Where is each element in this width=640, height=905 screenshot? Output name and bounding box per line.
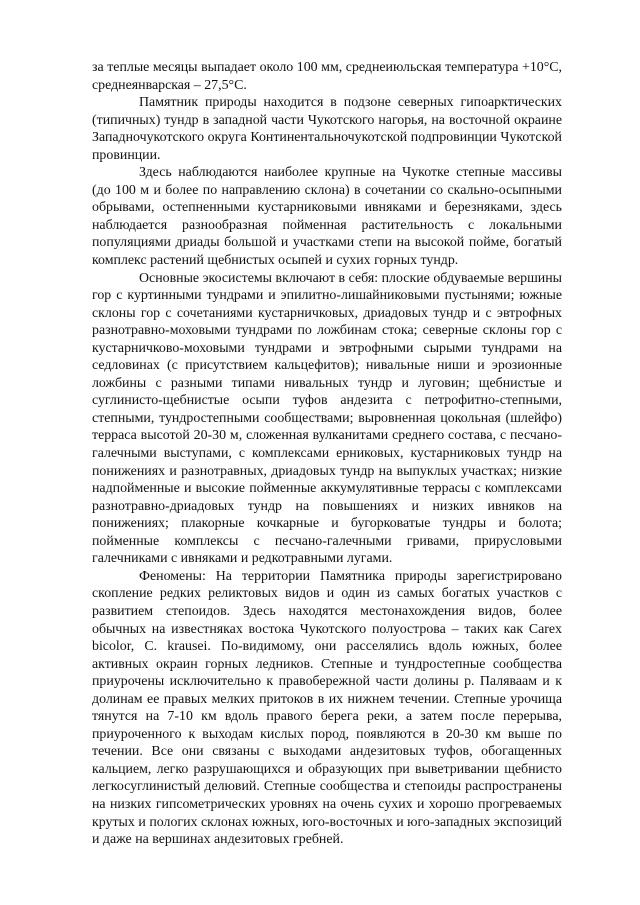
paragraph-ecosystems: Основные экосистемы включают в себя: плоские обдуваемые вершины гор с куртинными тундрами и эпилитно-лишайниковыми пустынями; южные склоны гор с сочетаниями кустарничковых, дриадовых тундр и с эвтрофных разнотравно-моховыми тундрами по ложбинам стока; северные склоны гор с кустарничково-моховыми тундрами и эвтрофными сырыми тундрами на седловинах (с присутствием кальцефитов); нивальные ниши и эрозионные ложбины с разными типами нивальных тундр и луговин; щебнистые и суглинисто-щебнистые осыпи туфов андезита с петрофитно-степными, степными, тундростепными сообществами; выровненная цокольная (шлейфо) терраса высотой 20-30 м, сложенная вулканитами среднего состава, с песчано-галечными выступами, с комплексами ерниковых, кустарниковых тундр на понижениях и разнотравных, дриадовых тундр на выпуклых участках; низкие надпойменные и высокие пойменные аккумулятивные террасы с комплексами разнотравно-дриадовых тундр на повышениях и низких ивняков на понижениях; плакорные кочкарные и бугорковатые тундры и болота; пойменные комплексы с песчано-галечными гривами, прирусловыми галечниками с ивняками и редкотравными лугами. <box>92 270 562 567</box>
paragraph-climate: за теплые месяцы выпадает около 100 мм, среднеиюльская температура +10°С, среднеянварская – 27,5°С. <box>92 60 562 93</box>
paragraph-steppe-massifs: Здесь наблюдаются наиболее крупные на Чукотке степные массивы (до 100 м и более по направлению склона) в сочетании со скально-осыпными обрывами, остепненными кустарниковыми ивняками и березняками, здесь наблюдается разнообразная пойменная растительность с локальными популяциями дриады большой и участками степи на высокой пойме, богатый комплекс растений щебнистых осыпей и сухих горных тундр. <box>92 165 562 269</box>
paragraph-phenomena: Феномены: На территории Памятника природы зарегистрировано скопление редких реликтовых видов и один из самых богатых участков с развитием степоидов. Здесь находятся местонахождения видов, более обычных на известняках востока Чукотского полуострова – таких как Carex bicolor, C. krausei. По-видимому, они расселялись вдоль южных, более активных окраин горных ледников. Степные и тундростепные сообщества приурочены исключительно к правобережной части долины р. Паляваам и к долинам ее правых мелких притоков в их нижнем течении. Степные урочища тянутся на 7-10 км вдоль правого берега реки, а затем после перерыва, приуроченного к выходам кислых пород, появляются в 20-30 км выше по течении. Все они связаны с выходами андезитовых туфов, обогащенных кальцием, легко разрушающихся и образующих при выветривании щебнисто легкосуглинистый делювий. Степные сообщества и степоиды распространены на низких гипсометрических уровнях на очень сухих и хорошо прогреваемых крутых и пологих склонах южных, юго-восточных и юго-западных экспозиций и даже на вершинах андезитовых гребней. <box>92 568 562 848</box>
document-body <box>92 59 562 849</box>
paragraph-location: Памятник природы находится в подзоне северных гипоарктических (типичных) тундр в западной части Чукотского нагорья, на восточной окраине Западночукотского округа Континентальночукотской подпровинции Чукотской провинции. <box>92 95 562 163</box>
